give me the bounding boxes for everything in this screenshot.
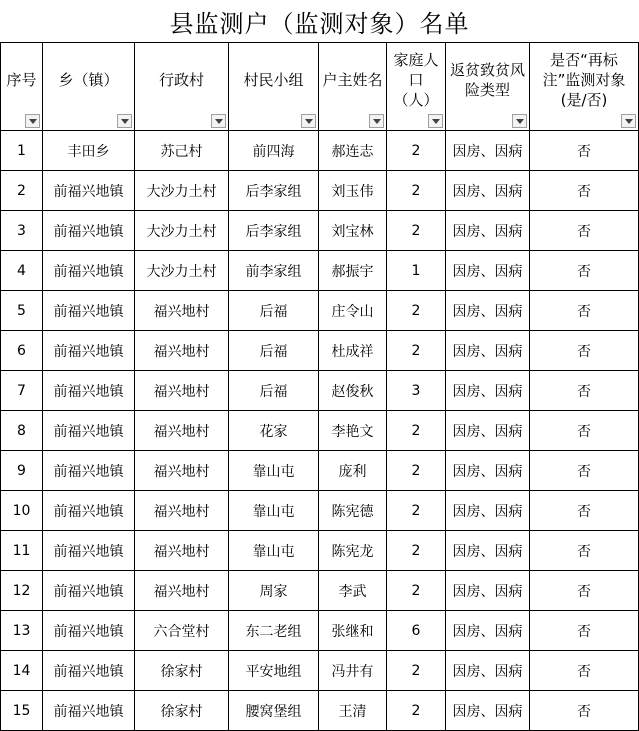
cell-township[interactable]: 前福兴地镇: [43, 691, 135, 731]
table-row: [1, 611, 639, 651]
col-header-family-size: [387, 43, 446, 131]
col-header-risk-type: [446, 43, 530, 131]
cell-village[interactable]: 大沙力土村: [135, 171, 229, 211]
cell-township[interactable]: 前福兴地镇: [43, 411, 135, 451]
cell-family-size[interactable]: 2: [387, 291, 446, 331]
cell-group[interactable]: 平安地组: [229, 651, 319, 691]
cell-relabel[interactable]: 否: [530, 611, 639, 651]
col-header-township: [43, 43, 135, 131]
cell-village[interactable]: 徐家村: [135, 691, 229, 731]
cell-group[interactable]: 周家: [229, 571, 319, 611]
cell-risk-type[interactable]: 因房、因病: [446, 691, 530, 731]
cell-village[interactable]: 福兴地村: [135, 411, 229, 451]
col-header-label: 是否“再标注”监测对象(是/否): [542, 50, 626, 109]
cell-relabel[interactable]: 否: [530, 451, 639, 491]
col-header-label: 家庭人口（人）: [393, 50, 439, 109]
cell-group[interactable]: 后福: [229, 291, 319, 331]
cell-risk-type[interactable]: 因房、因病: [446, 571, 530, 611]
cell-village[interactable]: 福兴地村: [135, 451, 229, 491]
col-header-index: [1, 43, 43, 131]
cell-village[interactable]: 六合堂村: [135, 611, 229, 651]
cell-township[interactable]: 前福兴地镇: [43, 491, 135, 531]
cell-group[interactable]: 后福: [229, 371, 319, 411]
cell-risk-type[interactable]: 因房、因病: [446, 411, 530, 451]
cell-risk-type[interactable]: 因房、因病: [446, 211, 530, 251]
cell-risk-type[interactable]: 因房、因病: [446, 331, 530, 371]
cell-householder[interactable]: 郝振宇: [319, 251, 387, 291]
cell-risk-type[interactable]: 因房、因病: [446, 611, 530, 651]
cell-relabel[interactable]: 否: [530, 651, 639, 691]
cell-village[interactable]: 徐家村: [135, 651, 229, 691]
cell-family-size[interactable]: 2: [387, 331, 446, 371]
table-row: [1, 451, 639, 491]
filter-dropdown-icon[interactable]: [301, 114, 316, 128]
cell-group[interactable]: 前李家组: [229, 251, 319, 291]
cell-relabel[interactable]: 否: [530, 411, 639, 451]
col-header-relabel: [530, 43, 639, 131]
cell-householder[interactable]: 赵俊秋: [319, 371, 387, 411]
cell-householder[interactable]: 陈宪龙: [319, 531, 387, 571]
cell-group[interactable]: 花家: [229, 411, 319, 451]
cell-township[interactable]: 前福兴地镇: [43, 571, 135, 611]
cell-relabel[interactable]: 否: [530, 531, 639, 571]
cell-risk-type[interactable]: 因房、因病: [446, 491, 530, 531]
filter-dropdown-icon[interactable]: [621, 114, 636, 128]
cell-householder[interactable]: 杜成祥: [319, 331, 387, 371]
col-header-householder: [319, 43, 387, 131]
cell-householder[interactable]: 刘宝林: [319, 211, 387, 251]
table-row: [1, 491, 639, 531]
cell-family-size[interactable]: 1: [387, 251, 446, 291]
table-row: [1, 131, 639, 171]
cell-index[interactable]: 12: [1, 571, 43, 611]
cell-village[interactable]: 福兴地村: [135, 331, 229, 371]
cell-index[interactable]: 9: [1, 451, 43, 491]
filter-dropdown-icon[interactable]: [117, 114, 132, 128]
cell-township[interactable]: 前福兴地镇: [43, 531, 135, 571]
cell-group[interactable]: 后李家组: [229, 211, 319, 251]
cell-relabel[interactable]: 否: [530, 371, 639, 411]
cell-family-size[interactable]: 2: [387, 531, 446, 571]
table-row: [1, 171, 639, 211]
cell-index[interactable]: 13: [1, 611, 43, 651]
cell-village[interactable]: 福兴地村: [135, 531, 229, 571]
col-header-label: 户主姓名: [322, 70, 383, 89]
filter-dropdown-icon[interactable]: [25, 114, 40, 128]
filter-dropdown-icon[interactable]: [369, 114, 384, 128]
table-row: [1, 251, 639, 291]
cell-index[interactable]: 14: [1, 651, 43, 691]
cell-family-size[interactable]: 2: [387, 651, 446, 691]
table-row: [1, 411, 639, 451]
cell-householder[interactable]: 李武: [319, 571, 387, 611]
cell-township[interactable]: 前福兴地镇: [43, 371, 135, 411]
cell-risk-type[interactable]: 因房、因病: [446, 451, 530, 491]
cell-risk-type[interactable]: 因房、因病: [446, 251, 530, 291]
cell-householder[interactable]: 冯井有: [319, 651, 387, 691]
cell-risk-type[interactable]: 因房、因病: [446, 171, 530, 211]
cell-group[interactable]: 后福: [229, 331, 319, 371]
cell-village[interactable]: 福兴地村: [135, 571, 229, 611]
cell-family-size[interactable]: 2: [387, 451, 446, 491]
cell-index[interactable]: 4: [1, 251, 43, 291]
filter-dropdown-icon[interactable]: [512, 114, 527, 128]
cell-township[interactable]: 前福兴地镇: [43, 251, 135, 291]
cell-group[interactable]: 靠山屯: [229, 491, 319, 531]
cell-relabel[interactable]: 否: [530, 331, 639, 371]
monitoring-table: [0, 42, 639, 731]
cell-township[interactable]: 前福兴地镇: [43, 331, 135, 371]
cell-index[interactable]: 15: [1, 691, 43, 731]
cell-relabel[interactable]: 否: [530, 291, 639, 331]
cell-relabel[interactable]: 否: [530, 171, 639, 211]
cell-relabel[interactable]: 否: [530, 251, 639, 291]
cell-householder[interactable]: 庞利: [319, 451, 387, 491]
col-header-group: [229, 43, 319, 131]
cell-family-size[interactable]: 2: [387, 491, 446, 531]
cell-township[interactable]: 前福兴地镇: [43, 651, 135, 691]
cell-relabel[interactable]: 否: [530, 131, 639, 171]
cell-householder[interactable]: 张继和: [319, 611, 387, 651]
cell-township[interactable]: 前福兴地镇: [43, 611, 135, 651]
col-header-label: 乡（镇）: [58, 70, 119, 89]
cell-family-size[interactable]: 6: [387, 611, 446, 651]
cell-family-size[interactable]: 3: [387, 371, 446, 411]
cell-family-size[interactable]: 2: [387, 571, 446, 611]
cell-township[interactable]: 丰田乡: [43, 131, 135, 171]
table-row: [1, 331, 639, 371]
cell-village[interactable]: 大沙力土村: [135, 211, 229, 251]
col-header-label: 行政村: [158, 70, 204, 89]
table-row: [1, 651, 639, 691]
cell-village[interactable]: 福兴地村: [135, 491, 229, 531]
table-row: [1, 291, 639, 331]
cell-index[interactable]: 8: [1, 411, 43, 451]
cell-householder[interactable]: 李艳文: [319, 411, 387, 451]
cell-householder[interactable]: 庄令山: [319, 291, 387, 331]
cell-group[interactable]: 腰窝堡组: [229, 691, 319, 731]
cell-householder[interactable]: 刘玉伟: [319, 171, 387, 211]
table-row: [1, 531, 639, 571]
cell-group[interactable]: 靠山屯: [229, 531, 319, 571]
col-header-village: [135, 43, 229, 131]
cell-relabel[interactable]: 否: [530, 491, 639, 531]
table-row: [1, 211, 639, 251]
cell-family-size[interactable]: 2: [387, 171, 446, 211]
cell-risk-type[interactable]: 因房、因病: [446, 651, 530, 691]
cell-group[interactable]: 后李家组: [229, 171, 319, 211]
cell-risk-type[interactable]: 因房、因病: [446, 291, 530, 331]
cell-index[interactable]: 11: [1, 531, 43, 571]
cell-risk-type[interactable]: 因房、因病: [446, 371, 530, 411]
cell-householder[interactable]: 王清: [319, 691, 387, 731]
col-header-label: 序号: [6, 70, 37, 89]
cell-relabel[interactable]: 否: [530, 571, 639, 611]
cell-index[interactable]: 6: [1, 331, 43, 371]
cell-group[interactable]: 东二老组: [229, 611, 319, 651]
cell-village[interactable]: 福兴地村: [135, 371, 229, 411]
cell-householder[interactable]: 陈宪德: [319, 491, 387, 531]
table-row: [1, 571, 639, 611]
cell-group[interactable]: 靠山屯: [229, 451, 319, 491]
filter-dropdown-icon[interactable]: [211, 114, 226, 128]
cell-family-size[interactable]: 2: [387, 691, 446, 731]
cell-index[interactable]: 10: [1, 491, 43, 531]
cell-village[interactable]: 大沙力土村: [135, 251, 229, 291]
cell-relabel[interactable]: 否: [530, 691, 639, 731]
cell-family-size[interactable]: 2: [387, 211, 446, 251]
cell-township[interactable]: 前福兴地镇: [43, 211, 135, 251]
cell-relabel[interactable]: 否: [530, 211, 639, 251]
table-row: [1, 371, 639, 411]
cell-risk-type[interactable]: 因房、因病: [446, 131, 530, 171]
cell-index[interactable]: 1: [1, 131, 43, 171]
cell-township[interactable]: 前福兴地镇: [43, 171, 135, 211]
cell-family-size[interactable]: 2: [387, 131, 446, 171]
cell-village[interactable]: 苏己村: [135, 131, 229, 171]
cell-group[interactable]: 前四海: [229, 131, 319, 171]
cell-family-size[interactable]: 2: [387, 411, 446, 451]
cell-index[interactable]: 5: [1, 291, 43, 331]
cell-township[interactable]: 前福兴地镇: [43, 451, 135, 491]
cell-risk-type[interactable]: 因房、因病: [446, 531, 530, 571]
col-header-label: 村民小组: [243, 70, 304, 89]
cell-index[interactable]: 7: [1, 371, 43, 411]
cell-index[interactable]: 2: [1, 171, 43, 211]
col-header-label: 返贫致贫风险类型: [449, 60, 525, 99]
cell-township[interactable]: 前福兴地镇: [43, 291, 135, 331]
cell-householder[interactable]: 郝连志: [319, 131, 387, 171]
sheet-title: 县监测户（监测对象）名单: [169, 9, 470, 38]
filter-dropdown-icon[interactable]: [428, 114, 443, 128]
cell-village[interactable]: 福兴地村: [135, 291, 229, 331]
header-row: [1, 43, 639, 131]
cell-index[interactable]: 3: [1, 211, 43, 251]
table-row: [1, 691, 639, 731]
